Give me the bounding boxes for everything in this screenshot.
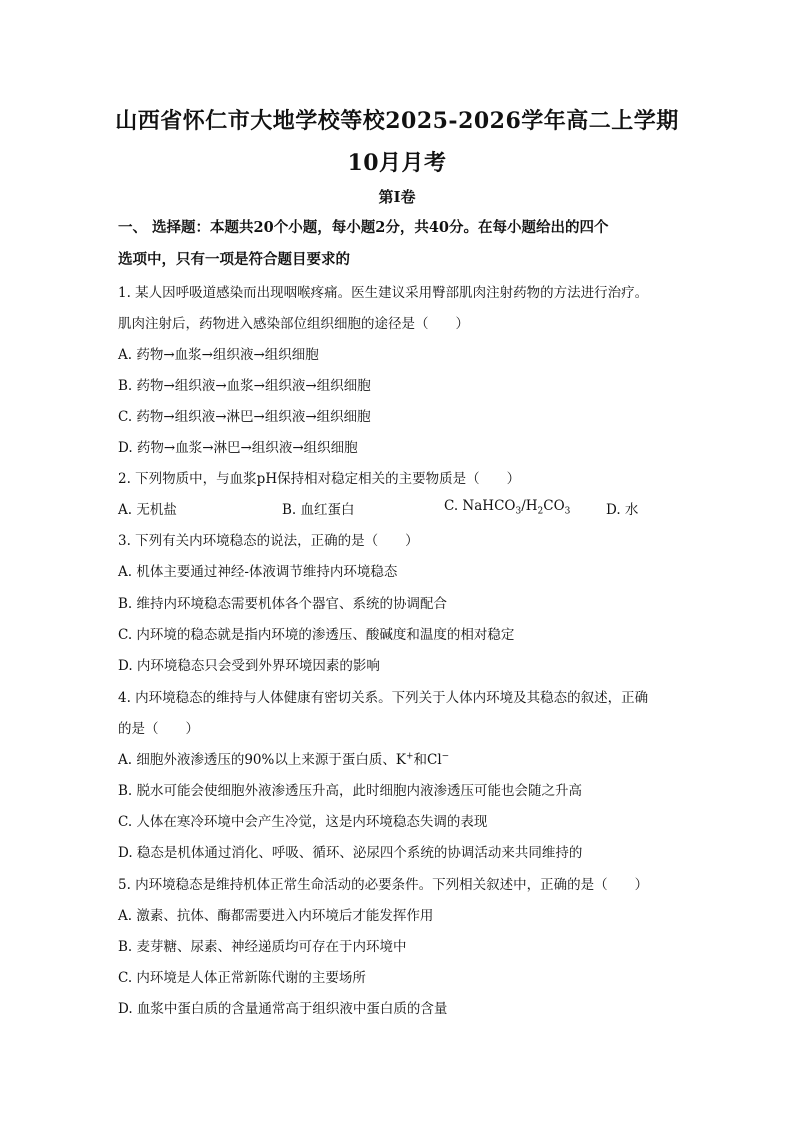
question-3-stem: 3. 下列有关内环境稳态的说法，正确的是（ ） bbox=[118, 533, 419, 549]
question-1-option-c: C. 药物→组织液→淋巴→组织液→组织细胞 bbox=[118, 409, 371, 425]
document-title-line1: 山西省怀仁市大地学校等校2025-2026学年高二上学期 bbox=[115, 108, 679, 134]
question-1-option-a: A. 药物→血浆→组织液→组织细胞 bbox=[118, 347, 319, 363]
question-4-option-a: A. 细胞外液渗透压的90%以上来源于蛋白质、K+和Cl− bbox=[118, 751, 450, 768]
question-2-option-a: A. 无机盐 bbox=[118, 502, 177, 518]
question-2-option-d: D. 水 bbox=[606, 502, 639, 518]
question-2-option-b: B. 血红蛋白 bbox=[282, 502, 355, 518]
part-heading-line2: 选项中，只有一项是符合题目要求的 bbox=[118, 251, 350, 268]
question-5-option-a: A. 激素、抗体、酶都需要进入内环境后才能发挥作用 bbox=[118, 908, 434, 924]
document-title-line2: 10月月考 bbox=[347, 150, 447, 176]
question-5-stem: 5. 内环境稳态是维持机体正常生命活动的必要条件。下列相关叙述中，正确的是（ ） bbox=[118, 877, 649, 893]
question-3-option-a: A. 机体主要通过神经-体液调节维持内环境稳态 bbox=[118, 564, 398, 580]
question-5-option-c: C. 内环境是人体正常新陈代谢的主要场所 bbox=[118, 970, 366, 986]
question-3-option-d: D. 内环境稳态只会受到外界环境因素的影响 bbox=[118, 658, 380, 674]
section-label: 第Ⅰ卷 bbox=[378, 188, 416, 206]
part-heading-line1: 一、 选择题：本题共20个小题，每小题2分，共40分。在每小题给出的四个 bbox=[118, 219, 609, 236]
question-4-stem-line2: 的是（ ） bbox=[118, 721, 199, 737]
question-4-option-b: B. 脱水可能会使细胞外液渗透压升高，此时细胞内液渗透压可能也会随之升高 bbox=[118, 783, 583, 799]
question-1-stem-line2: 肌肉注射后，药物进入感染部位组织细胞的途径是（ ） bbox=[118, 316, 469, 332]
question-4-option-c: C. 人体在寒冷环境中会产生冷觉，这是内环境稳态失调的表现 bbox=[118, 814, 488, 830]
question-3-option-b: B. 维持内环境稳态需要机体各个器官、系统的协调配合 bbox=[118, 596, 448, 612]
question-1-option-d: D. 药物→血浆→淋巴→组织液→组织细胞 bbox=[118, 440, 358, 456]
question-1-stem-line1: 1. 某人因呼吸道感染而出现咽喉疼痛。医生建议采用臀部肌肉注射药物的方法进行治疗。 bbox=[118, 285, 649, 301]
question-3-option-c: C. 内环境的稳态就是指内环境的渗透压、酸碱度和温度的相对稳定 bbox=[118, 627, 515, 643]
question-4-option-d: D. 稳态是机体通过消化、呼吸、循环、泌尿四个系统的协调活动来共同维持的 bbox=[118, 845, 583, 861]
question-5-option-b: B. 麦芽糖、尿素、神经递质均可存在于内环境中 bbox=[118, 939, 407, 955]
question-2-stem: 2. 下列物质中，与血浆pH保持相对稳定相关的主要物质是（ ） bbox=[118, 471, 521, 487]
question-2-option-c: C. $NaHCO_3/H_2CO_3$ bbox=[444, 498, 571, 517]
question-4-stem-line1: 4. 内环境稳态的维持与人体健康有密切关系。下列关于人体内环境及其稳态的叙述，正确 bbox=[118, 690, 649, 706]
question-5-option-d: D. 血浆中蛋白质的含量通常高于组织液中蛋白质的含量 bbox=[118, 1001, 448, 1017]
question-1-option-b: B. 药物→组织液→血浆→组织液→组织细胞 bbox=[118, 378, 371, 394]
